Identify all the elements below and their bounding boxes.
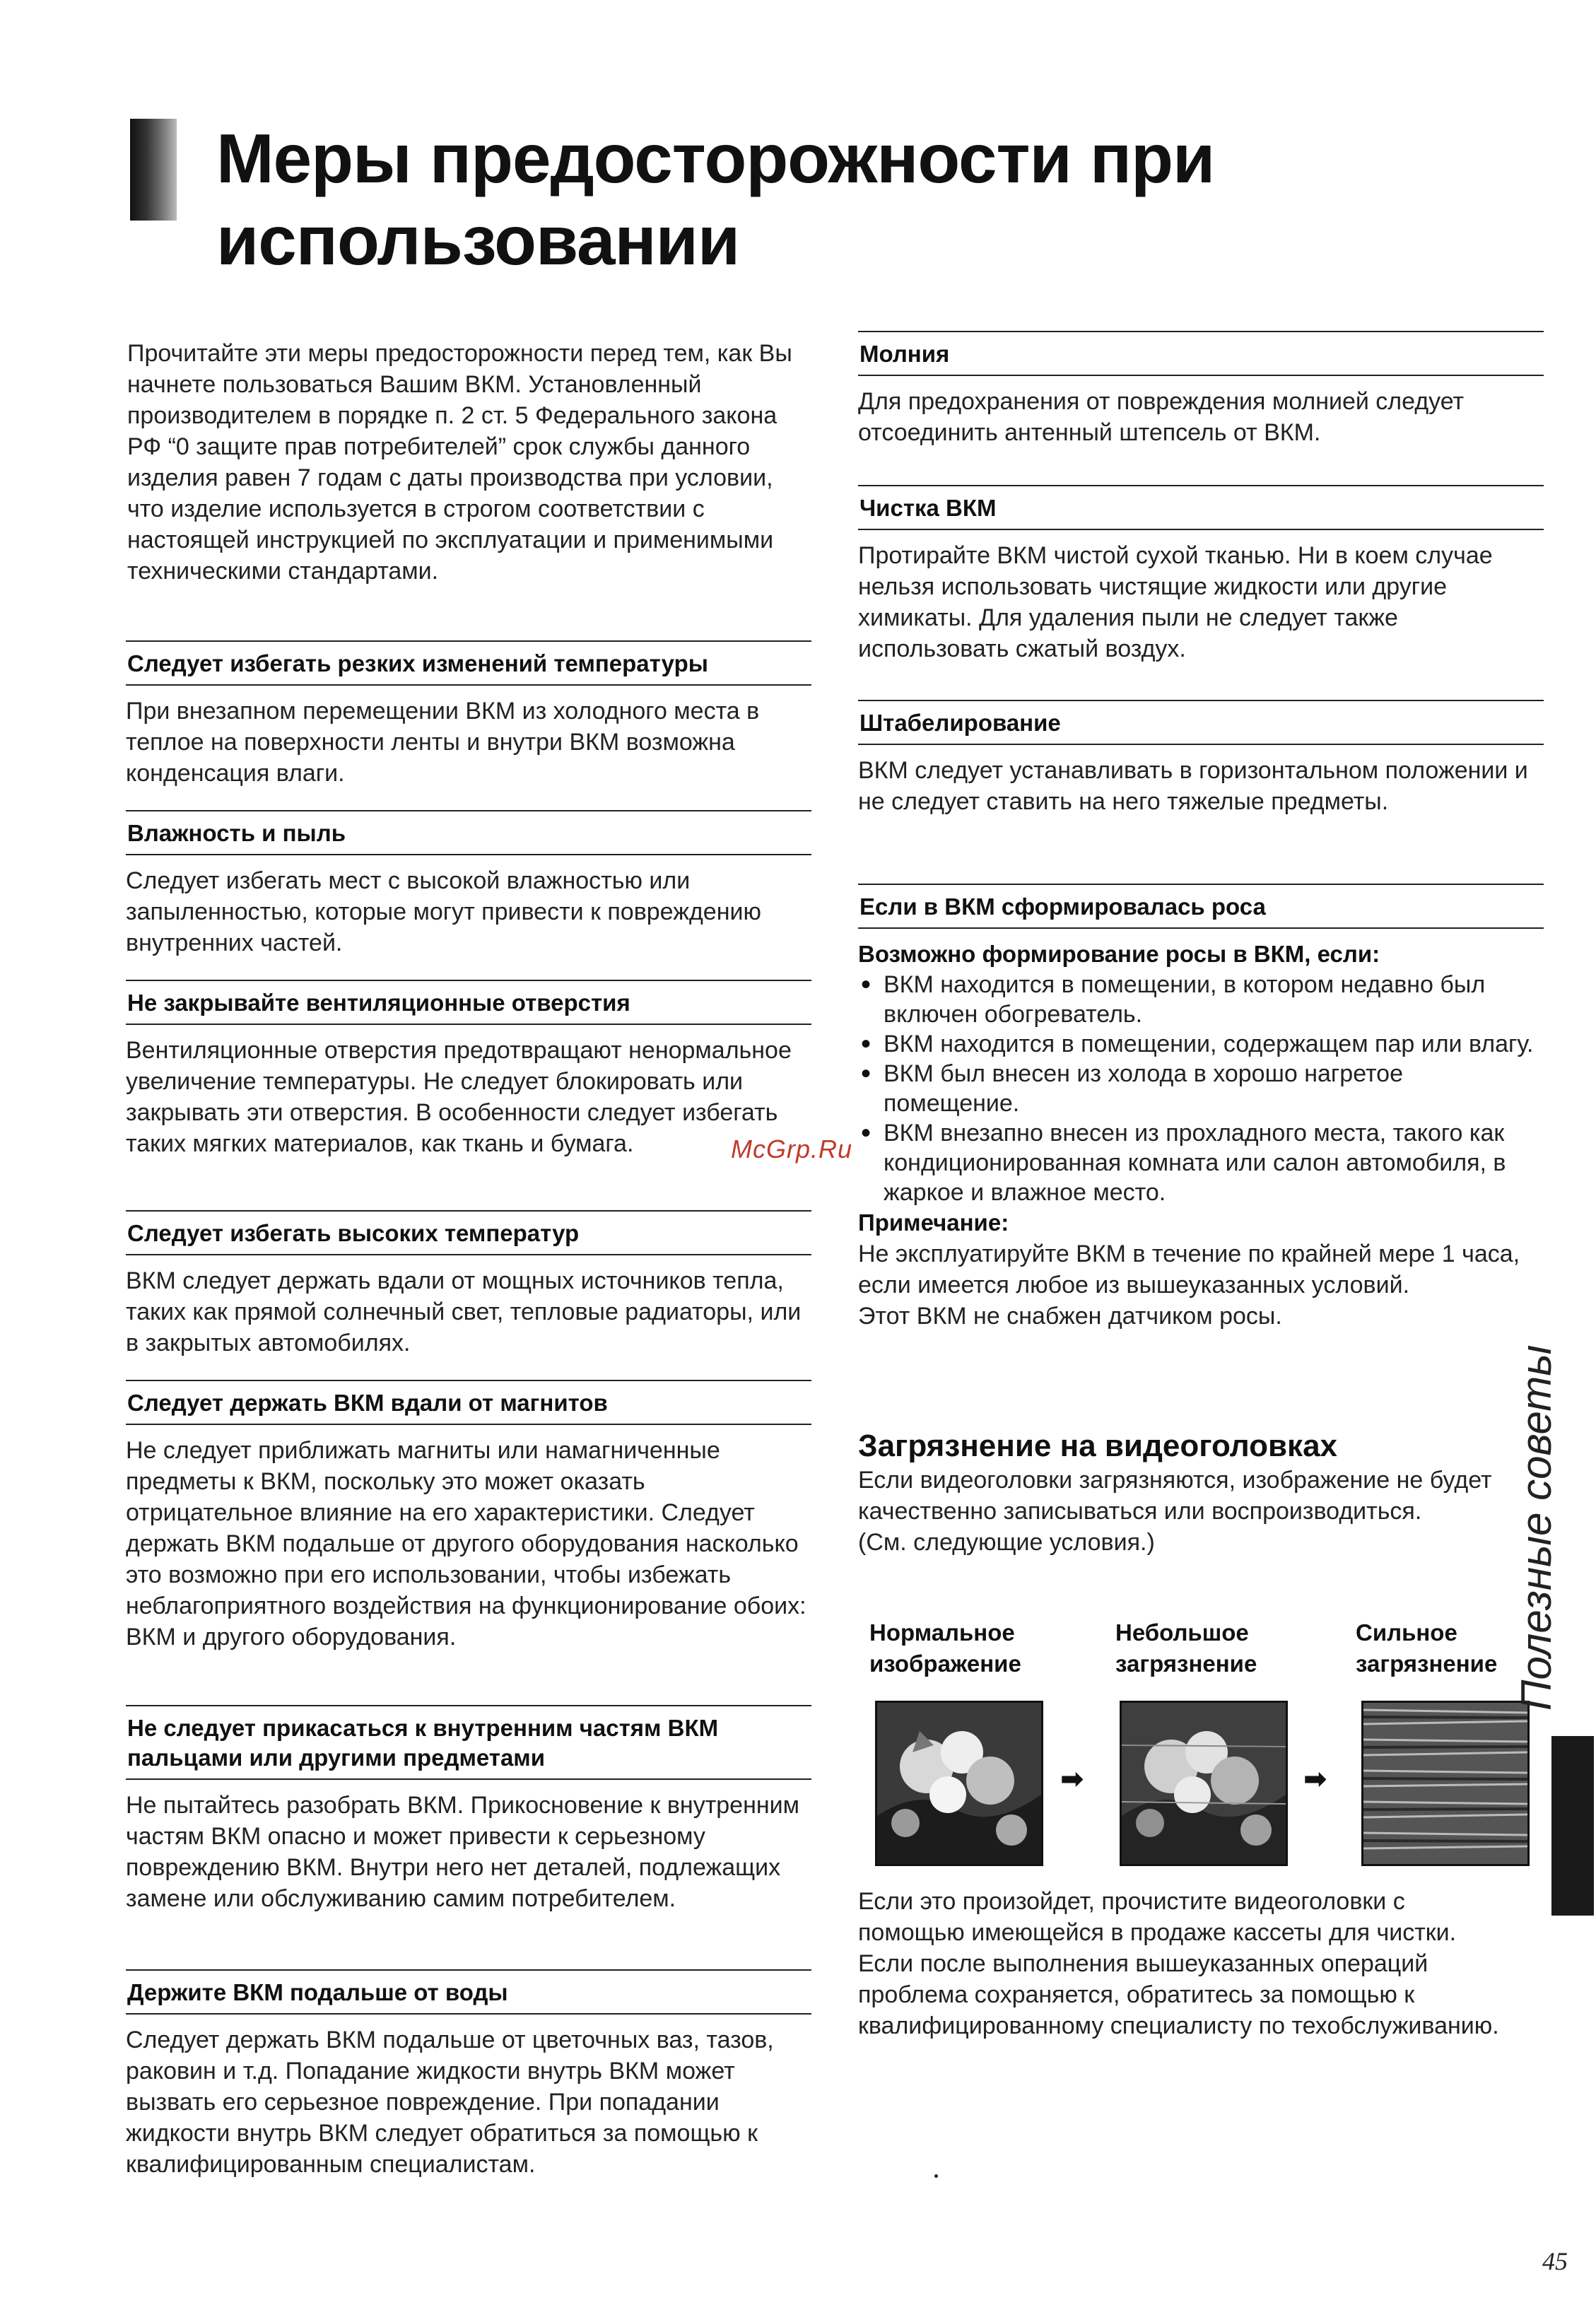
section-text: Не пытайтесь разобрать ВКМ. Прикосновение к внутренним частям ВКМ опасно и может привести к серьезному повреждению ВКМ. Внутри него нет деталей, подлежащих замене или обслуживанию самим потребителем. [126, 1792, 800, 1912]
section-heading: Следует избегать резких изменений температуры [126, 640, 811, 686]
list-item: • ВКМ находится в помещении, содержащем пар или влагу. [858, 1029, 1544, 1059]
section-text: ВКМ следует устанавливать в горизонтальном положении и не следует ставить на него тяжелые предметы. [858, 757, 1528, 815]
label-normal-image: Нормальное изображение [869, 1619, 1021, 1677]
section-text: Не следует приближать магниты или намагниченные предметы к ВКМ, поскольку это может оказать отрицательное влияние на его характеристики. Следует держать ВКМ подальше от другого оборудования насколько это возможно при его использовании, чтобы избежать неблагоприятного воздействия на функционирование обоих: ВКМ и другого оборудования. [126, 1437, 806, 1651]
light-dirt-photo [1120, 1701, 1288, 1866]
arrow-right-icon: ➡ [1303, 1764, 1327, 1795]
label-heavy-dirt: Сильное загрязнение [1356, 1619, 1498, 1677]
section-text: Следует держать ВКМ подальше от цветочных ваз, тазов, раковин и т.д. Попадание жидкости внутрь ВКМ может вызвать его серьезное повреждение. При попадании жидкости внутрь ВКМ следует обратиться за помощью к квалифицированным специалистам. [126, 2027, 774, 2178]
section-heading: Штабелирование [858, 700, 1544, 745]
side-tab-marker [1551, 1736, 1594, 1916]
arrow-right-icon: ➡ [1060, 1764, 1084, 1795]
page-title: Меры предосторожности при использовании [216, 119, 1215, 279]
section-heading: Молния [858, 331, 1544, 376]
section-heading: Следует избегать высоких температур [126, 1210, 811, 1255]
section-ventilation [126, 980, 811, 1159]
watermark: McGrp.Ru [731, 1135, 853, 1163]
video-heads-see: (См. следующие условия.) [858, 1529, 1155, 1556]
section-magnets [126, 1380, 811, 1653]
video-heads-after-text: Если это произойдет, прочистите видеоголовки с помощью имеющейся в продаже кассеты для чистки. Если после выполнения вышеуказанных операций проблема сохраняется, обратитесь за помощью к квалифицированному специалисту по техобслуживанию. [858, 1888, 1499, 2039]
section-text: Протирайте ВКМ чистой сухой тканью. Ни в коем случае нельзя использовать чистящие жидкости или другие химикаты. Для удаления пыли не следует также использовать сжатый воздух. [858, 542, 1493, 662]
side-tab-label: Полезные советы [1513, 1344, 1560, 1711]
section-heading: Влажность и пыль [126, 810, 811, 855]
section-text: Для предохранения от повреждения молнией следует отсоединить антенный штепсель от ВКМ. [858, 388, 1465, 446]
section-humidity-dust [126, 810, 811, 958]
label-light-dirt: Небольшое загрязнение [1115, 1619, 1257, 1677]
video-heads-heading: Загрязнение на видеоголовках [858, 1429, 1338, 1463]
dew-lead: Возможно формирование росы в ВКМ, если: [858, 941, 1380, 967]
section-heading: Не следует прикасаться к внутренним частям ВКМ пальцами или другими предметами [126, 1705, 811, 1780]
section-dew [858, 884, 1544, 1332]
list-item: • ВКМ находится в помещении, в котором недавно был включен обогреватель. [858, 970, 1544, 1029]
dew-conditions-list [858, 970, 1544, 1207]
note-text-2: Этот ВКМ не снабжен датчиком росы. [858, 1303, 1282, 1330]
section-lightning [858, 331, 1544, 448]
list-item: • ВКМ был внесен из холода в хорошо нагретое помещение. [858, 1059, 1544, 1118]
section-temperature-change [126, 640, 811, 789]
title-accent-bar [130, 119, 177, 221]
section-heading: Следует держать ВКМ вдали от магнитов [126, 1380, 811, 1425]
note-text: Не эксплуатируйте ВКМ в течение по крайней мере 1 часа, если имеется любое из вышеуказанных условий. [858, 1241, 1520, 1298]
section-text: При внезапном перемещении ВКМ из холодного места в теплое на поверхности ленты и внутри ВКМ возможна конденсация влаги. [126, 698, 760, 787]
intro-text: Прочитайте эти меры предосторожности перед тем, как Вы начнете пользоваться Вашим ВКМ. Установленный производителем в порядке п. 2 ст. 5 Федерального закона РФ “0 защите прав потребителей” срок службы данного изделия равен 7 годам с даты производства при условии, что изделие используется в строгом соответствии с настоящей инструкцией по эксплуатации и применимыми техническими стандартами. [127, 340, 792, 585]
section-stacking [858, 700, 1544, 817]
section-text: Следует избегать мест с высокой влажностью или запыленностью, которые могут привести к повреждению внутренних частей. [126, 867, 761, 956]
scan-speck [934, 2174, 938, 2178]
section-high-temperature [126, 1210, 811, 1359]
page-number: 45 [1542, 2247, 1568, 2275]
section-heading: Чистка ВКМ [858, 485, 1544, 530]
note-label: Примечание: [858, 1209, 1009, 1236]
section-water [126, 1969, 811, 2180]
video-heads-text: Если видеоголовки загрязняются, изображение не будет качественно записываться или воспроизводиться. [858, 1467, 1492, 1525]
section-text: ВКМ следует держать вдали от мощных источников тепла, таких как прямой солнечный свет, тепловые радиаторы, или в закрытых автомобилях. [126, 1267, 802, 1356]
section-internal-parts [126, 1705, 811, 1914]
list-item: • ВКМ внезапно внесен из прохладного места, такого как кондиционированная комната или салон автомобиля, в жаркое и влажное место. [858, 1118, 1544, 1207]
section-heading: Если в ВКМ сформировалась роса [858, 884, 1544, 929]
section-heading: Не закрывайте вентиляционные отверстия [126, 980, 811, 1025]
heavy-dirt-photo [1361, 1701, 1530, 1866]
section-cleaning [858, 485, 1544, 664]
normal-image-photo [875, 1701, 1043, 1866]
section-text: Вентиляционные отверстия предотвращают ненормальное увеличение температуры. Не следует блокировать или закрывать эти отверстия. В особенности следует избегать таких мягких материалов, как ткань и бумага. [126, 1037, 792, 1157]
section-video-heads [858, 1428, 1544, 1558]
section-heading: Держите ВКМ подальше от воды [126, 1969, 811, 2015]
